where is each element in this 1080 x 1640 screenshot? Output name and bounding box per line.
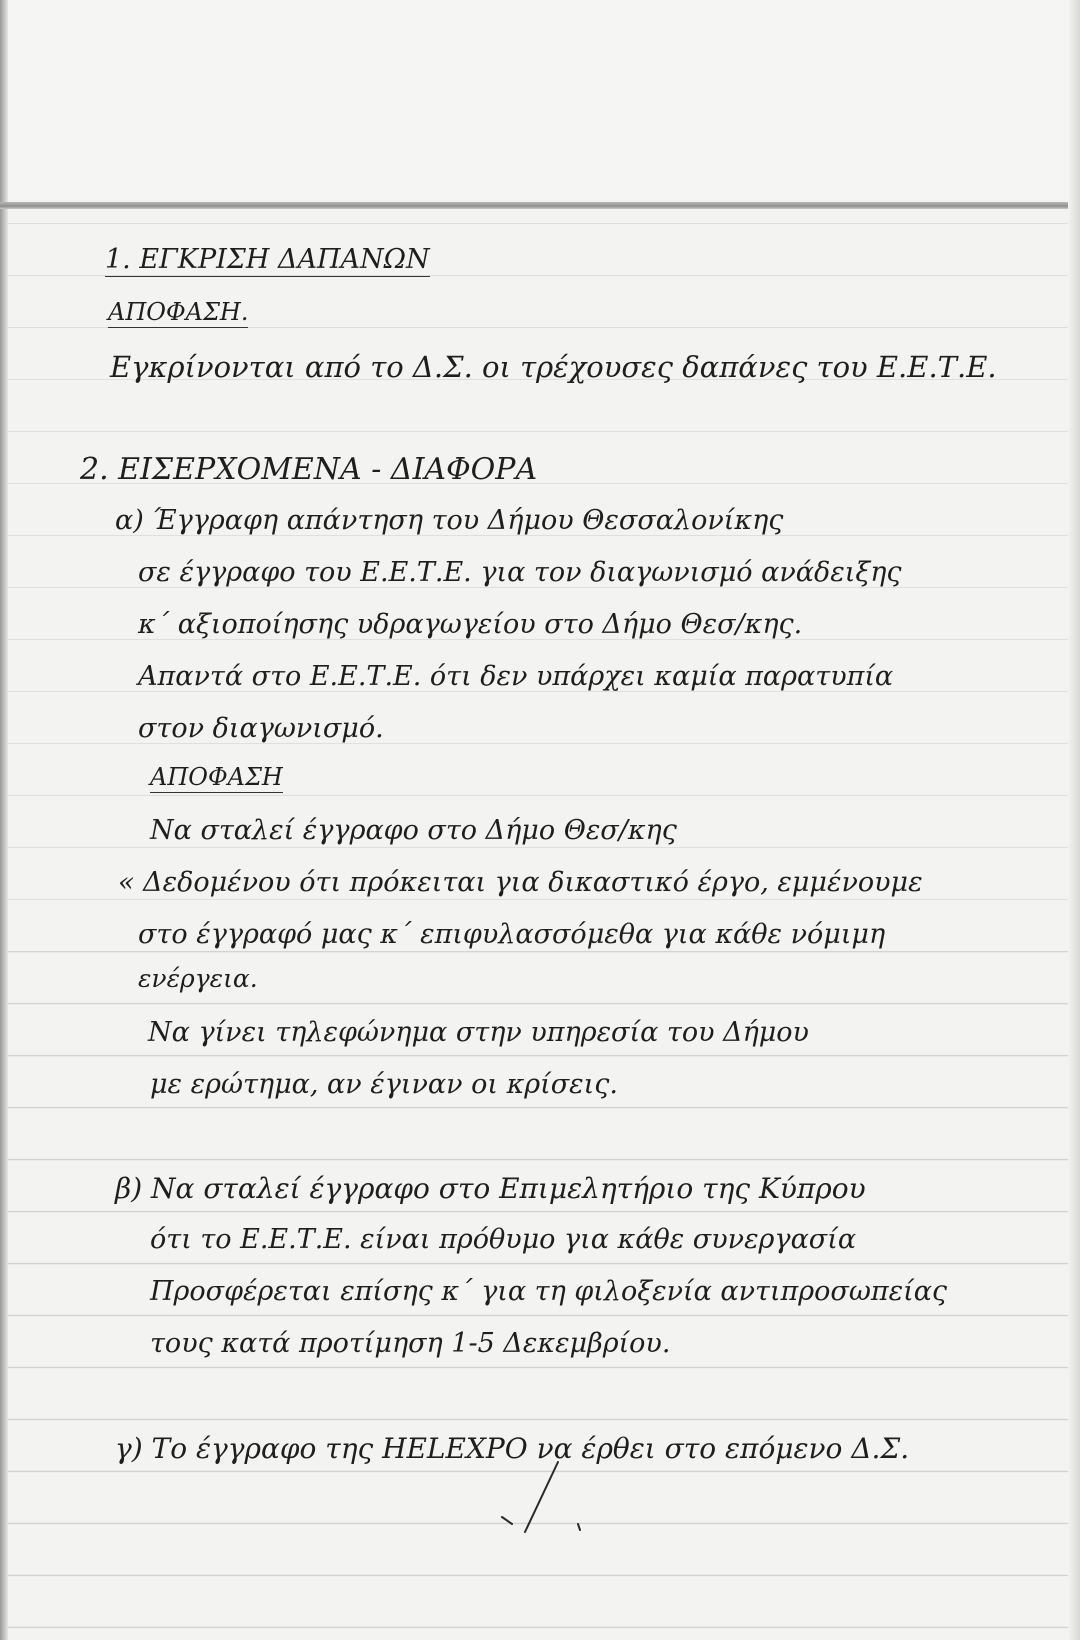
item-b-line: ότι το Ε.Ε.Τ.Ε. είναι πρόθυμο για κάθε συνεργασία xyxy=(150,1224,857,1255)
item-a-decision-line: Να γίνει τηλεφώνημα στην υπηρεσία του Δήμου xyxy=(148,1017,809,1048)
item-a-line: α) Έγγραφη απάντηση του Δήμου Θεσσαλονίκης xyxy=(115,505,784,536)
item-a-decision-line: ενέργεια. xyxy=(138,964,258,993)
item-a-decision-line: « Δεδομένου ότι πρόκειται για δικαστικό έργο, εμμένουμε xyxy=(118,867,923,898)
item-a-decision-line: στο έγγραφό μας κ΄ επιφυλασσόμεθα για κάθε νόμιμη xyxy=(138,919,886,950)
section-2-heading: 2. ΕΙΣΕΡΧΟΜΕΝΑ - ΔΙΑΦΟΡΑ xyxy=(80,452,538,487)
item-a-line: σε έγγραφο του Ε.Ε.Τ.Ε. για τον διαγωνισμό ανάδειξης xyxy=(138,557,902,588)
item-a-decision-line: με ερώτημα, αν έγιναν οι κρίσεις. xyxy=(150,1069,618,1100)
section-1-decision-label: ΑΠΟΦΑΣΗ. xyxy=(108,298,249,326)
item-b-line: β) Να σταλεί έγγραφο στο Επιμελητήριο της Κύπρου xyxy=(115,1172,866,1205)
item-c-line: γ) Το έγγραφο της HELEXPO να έρθει στο επόμενο Δ.Σ. xyxy=(115,1432,910,1465)
item-a-line: Απαντά στο Ε.Ε.Τ.Ε. ότι δεν υπάρχει καμία παρατυπία xyxy=(138,661,894,692)
item-a-line: κ΄ αξιοποίησης υδραγωγείου στο Δήμο Θεσ/κης. xyxy=(138,609,803,640)
item-a-decision-label: ΑΠΟΦΑΣΗ xyxy=(150,763,283,791)
section-1-heading: 1. ΕΓΚΡΙΣΗ ΔΑΠΑΝΩΝ xyxy=(105,244,430,275)
item-a-decision-line: Να σταλεί έγγραφο στο Δήμο Θεσ/κης xyxy=(150,815,677,846)
item-a-line: στον διαγωνισμό. xyxy=(138,713,384,744)
item-b-line: Προσφέρεται επίσης κ΄ για τη φιλοξενία αντιπροσωπείας xyxy=(150,1276,948,1307)
section-1-text: Εγκρίνονται από το Δ.Σ. οι τρέχουσες δαπάνες του Ε.Ε.Τ.Ε. xyxy=(110,350,997,384)
item-b-line: τους κατά προτίμηση 1-5 Δεκεμβρίου. xyxy=(150,1328,671,1359)
